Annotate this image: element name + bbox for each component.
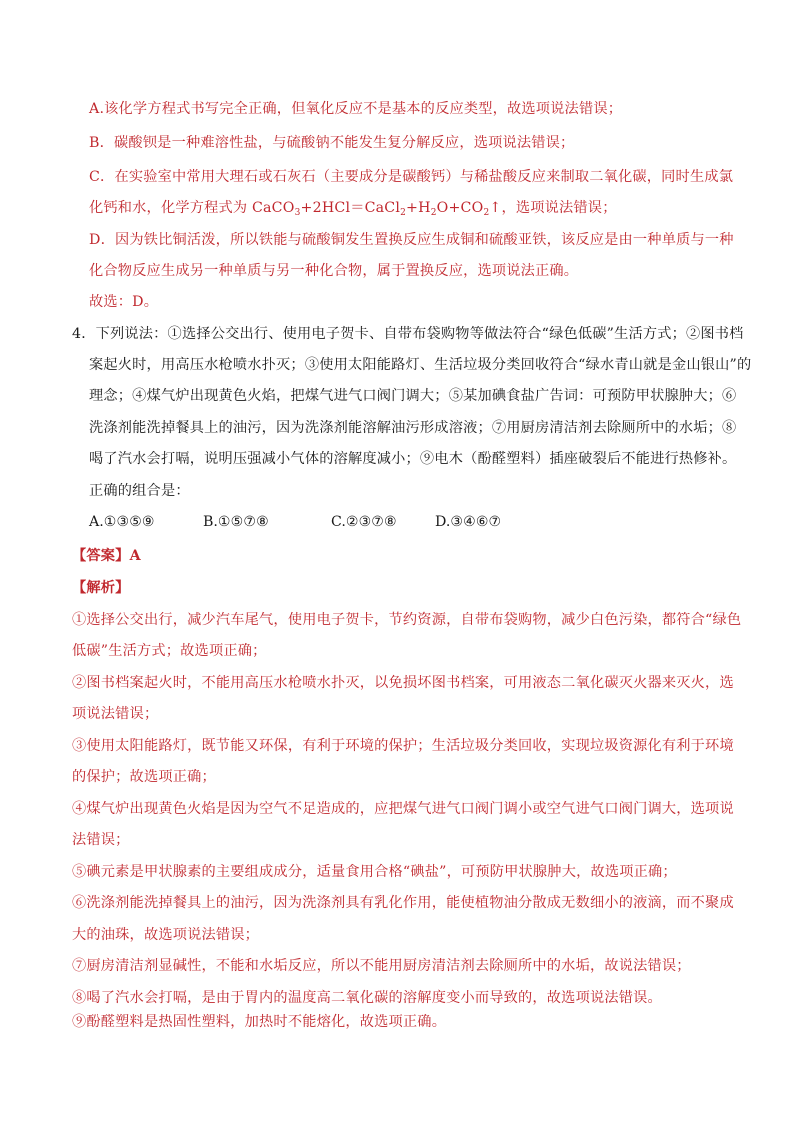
analysis-line: ③使用太阳能路灯，既节能又环保，有利于环境的保护；生活垃圾分类回收，实现垃圾资源化有利于环境 [72,738,734,754]
analysis-option-d-line1: D．因为铁比铜活泼，所以铁能与硫酸铜发生置换反应生成铜和硫酸亚铁，该反应是由一种单质与一种 [89,232,734,248]
analysis-line: ⑧喝了汽水会打嗝，是由于胃内的温度高二氧化碳的溶解度变小而导致的，故选项说法错误。 [72,990,662,1006]
analysis-line: 大的油珠，故选项说法错误； [72,927,260,943]
analysis-option-c-line1: C．在实验室中常用大理石或石灰石（主要成分是碳酸钙）与稀盐酸反应来制取二氧化碳，同时生成氯 [89,169,734,185]
analysis-line: ⑦厨房清洁剂显碱性，不能和水垢反应，所以不能用厨房清洁剂去除厕所中的水垢，故说法错误； [72,958,691,974]
analysis-option-a: A.该化学方程式书写完全正确，但氧化反应不是基本的反应类型，故选项说法错误； [89,101,623,117]
answer-line [72,546,141,566]
answer-value: A [129,548,141,564]
analysis-line: ⑤碘元素是甲状腺素的主要组成成分，适量食用合格“碘盐”，可预防甲状腺肿大，故选项正确； [72,864,677,880]
question-line-5: 喝了汽水会打嗝，说明压强减小气体的溶解度减小；⑨电木（酚醛塑料）插座破裂后不能进行热修补。 [89,451,737,467]
option-b: B.①⑤⑦⑧ [203,514,269,530]
question-line-1: 4．下列说法：①选择公交出行、使用电子贺卡、自带布袋购物等做法符合“绿色低碳”生活方式；②图书档 [72,326,744,342]
analysis-line: 低碳”生活方式；故选项正确； [72,643,267,659]
analysis-line: ⑥洗涤剂能洗掉餐具上的油污，因为洗涤剂具有乳化作用，能使植物油分散成无数细小的液滴，而不聚成 [72,895,734,911]
analysis-line: 法错误； [72,832,130,848]
analysis-option-c-line2: 化钙和水，化学方程式为 $CaCO_3+2HCl=CaCl_2+H_2O+CO_2↑$，选项说法错误； [89,200,617,218]
option-a: A.①③⑤⑨ [89,514,155,530]
analysis-line: 的保护；故选项正确； [72,769,216,785]
analysis-line: ②图书档案起火时，不能用高压水枪喷水扑灭，以免损坏图书档案，可用液态二氧化碳灭火器来灭火，选 [72,675,734,691]
answer-label: 【答案】 [72,548,130,564]
analysis-choice: 故选：D。 [89,294,159,310]
question-line-3: 理念；④煤气炉出现黄色火焰，把煤气进气口阀门调大；⑤某加碘食盐广告词：可预防甲状腺肿大；⑥ [89,388,737,404]
option-c: C.②③⑦⑧ [331,514,397,530]
analysis-label: 【解析】 [72,580,130,596]
analysis-option-d-line2: 化合物反应生成另一种单质与另一种化合物，属于置换反应，选项说法正确。 [89,263,579,279]
analysis-line: ④煤气炉出现黄色火焰是因为空气不足造成的，应把煤气进气口阀门调小或空气进气口阀门调大，选项说 [72,801,734,817]
question-line-4: 洗涤剂能洗掉餐具上的油污，因为洗涤剂能溶解油污形成溶液；⑦用厨房清洁剂去除厕所中的水垢；⑧ [89,420,737,436]
question-line-2: 案起火时，用高压水枪喷水扑灭；③使用太阳能路灯、生活垃圾分类回收符合“绿水青山就是金山银山”的 [89,357,752,373]
analysis-line: ①选择公交出行，减少汽车尾气，使用电子贺卡，节约资源，自带布袋购物，减少白色污染，都符合“绿色 [72,612,742,628]
analysis-option-b: B．碳酸钡是一种难溶性盐，与硫酸钠不能发生复分解反应，选项说法错误； [89,135,575,151]
question-prompt: 正确的组合是： [89,483,190,499]
analysis-line: ⑨酚醛塑料是热固性塑料，加热时不能熔化，故选项正确。 [72,1014,447,1030]
analysis-line: 项说法错误； [72,706,159,722]
option-d: D.③④⑥⑦ [435,514,502,530]
